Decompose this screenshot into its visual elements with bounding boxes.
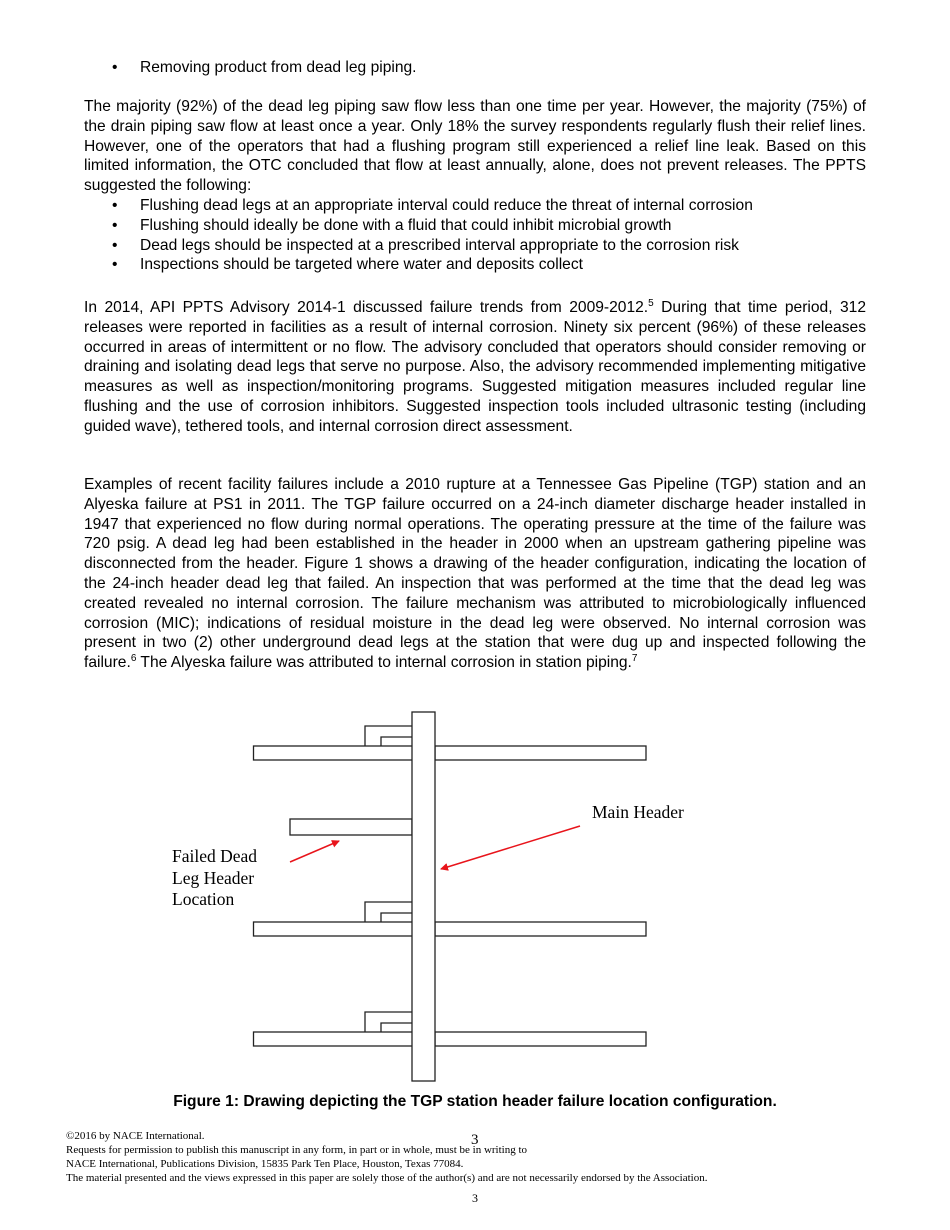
top-pipe-right (435, 746, 646, 760)
paragraph-text: The Alyeska failure was attributed to internal corrosion in station piping. (136, 654, 632, 672)
footer-line: Requests for permission to publish this manuscript in any form, in part or in whole, must be in writing to (66, 1144, 528, 1156)
label-line: Location (172, 889, 235, 909)
footer-line: NACE International, Publications Division, 15835 Park Ten Place, Houston, Texas 77084. (66, 1158, 464, 1170)
top-pipe-left (254, 746, 413, 760)
bottom-pipe-left (254, 1032, 413, 1046)
footer-line: The material presented and the views expressed in this paper are solely those of the author(s) and are not necessarily endorsed by the Association. (66, 1172, 708, 1184)
figure-caption: Figure 1: Drawing depicting the TGP station header failure location configuration. (173, 1093, 777, 1110)
list-item: • Removing product from dead leg piping. (84, 58, 866, 78)
main-header-arrow (441, 826, 580, 869)
footnote-ref: 6 (130, 653, 137, 665)
page-number-overlay: 3 (471, 1132, 479, 1148)
middle-pipe-left (254, 922, 413, 936)
footer (66, 1129, 707, 1185)
paragraph-text: In 2014, API PPTS Advisory 2014-1 discussed failure trends from 2009-2012. (84, 299, 649, 316)
paragraph-text: Examples of recent facility failures include a 2010 rupture at a Tennessee Gas Pipeline (TGP) station and an Alyeska failure at PS1 in 2011. The TGP failure occurred on a 24-inch diameter discharge header installed in 1947 that experienced no flow during normal operations. The operating pressure at the time of the failure was 720 psig. A dead leg had been established in the header in 2000 when an upstream gathering pipeline was disconnected from the header. Figure 1 shows a drawing of the header configuration, indicating the location of the 24-inch header dead leg that failed. An inspection that was performed at the time that the dead leg was created revealed no internal corrosion. The failure mechanism was attributed to microbiologically influenced corrosion (MIC); indications of residual moisture in the dead leg were observed. No internal corrosion was present in two (2) other underground dead legs at the station that were dug up and inspected following the failure. (84, 476, 866, 672)
label-main-header: Main Header (592, 802, 684, 822)
paragraph-text: During that time period, 312 releases were reported in facilities as a result of internal corrosion. Ninety six percent (96%) of these releases occurred in areas of intermittent or no flow. The advisory concluded that operators should consider removing or draining and isolating dead legs that serve no purpose. Also, the advisory recommended implementing mitigative measures as well as inspection/monitoring programs. Suggested mitigation measures included regular line flushing and the use of corrosion inhibitors. Suggested inspection tools included ultrasonic testing (including guided wave), tethered tools, and internal corrosion direct assessment. (84, 299, 866, 435)
list-item: • Inspections should be targeted where water and deposits collect (84, 255, 866, 275)
bottom-pipe-right (435, 1032, 646, 1046)
paragraph-text: The majority (92%) of the dead leg piping saw flow less than one time per year. However, the majority (75%) of the drain piping saw flow at least once a year. Only 18% the survey respondents regularly flush their relief lines. However, one of the operators that had a flushing program still experienced a relief line leak. Based on this limited information, the OTC concluded that flow at least annually, alone, does not prevent releases. The PPTS suggested the following: (84, 98, 866, 195)
page-number: 3 (472, 1191, 478, 1205)
label-failed-dead-leg (172, 846, 257, 911)
footer-line: ©2016 by NACE International. (66, 1130, 205, 1142)
list-item: • Flushing should ideally be done with a fluid that could inhibit microbial growth (84, 216, 866, 236)
list-item: • Flushing dead legs at an appropriate interval could reduce the threat of internal corrosion (84, 196, 866, 216)
footnote-ref: 7 (631, 653, 638, 665)
list-item: • Dead legs should be inspected at a prescribed interval appropriate to the corrosion risk (84, 236, 866, 256)
main-header-pipe (412, 712, 435, 1081)
label-line: Leg Header (172, 867, 255, 888)
middle-pipe-right (435, 922, 646, 936)
label-line: Failed Dead (172, 846, 258, 866)
footnote-ref: 5 (648, 298, 654, 309)
failed-dead-leg (290, 819, 412, 835)
dead-leg-arrow (290, 841, 339, 862)
